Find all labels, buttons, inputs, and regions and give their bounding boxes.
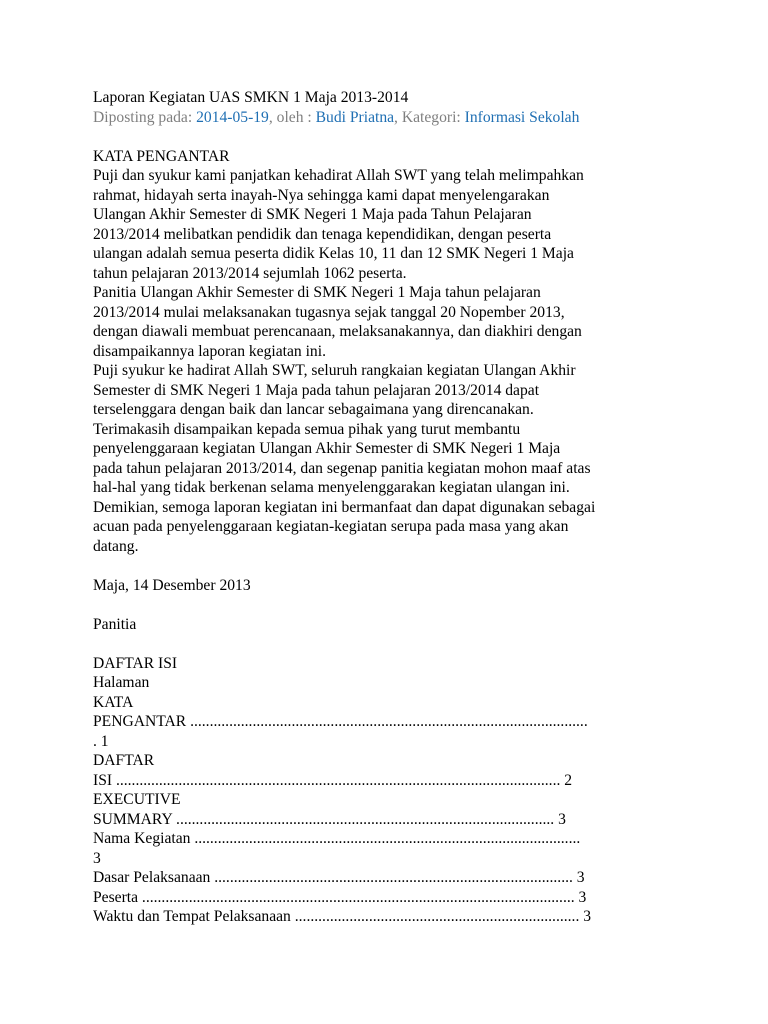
toc-line: SUMMARY ................................................................................................. 3 bbox=[93, 810, 566, 828]
body-line: 2013/2014 mulai melaksanakan tugasnya sejak tanggal 20 Nopember 2013, bbox=[93, 303, 565, 321]
document-title: Laporan Kegiatan UAS SMKN 1 Maja 2013-2014 bbox=[93, 89, 409, 106]
signature: Panitia bbox=[93, 615, 137, 633]
foreword-section bbox=[93, 147, 693, 557]
spacer bbox=[93, 127, 693, 147]
body-line: hal-hal yang tidak berkenan selama menyelenggarakan kegiatan ulangan ini. bbox=[93, 479, 570, 496]
toc-line: DAFTAR bbox=[93, 752, 155, 769]
toc-heading: DAFTAR ISI bbox=[93, 654, 178, 672]
category-link[interactable]: Informasi Sekolah bbox=[464, 108, 580, 126]
spacer bbox=[93, 556, 693, 576]
body-line: penyelenggaraan kegiatan Ulangan Akhir Semester di SMK Negeri 1 Maja bbox=[93, 440, 561, 457]
body-line: Panitia Ulangan Akhir Semester di SMK Negeri 1 Maja tahun pelajaran bbox=[93, 284, 541, 301]
toc-line: Nama Kegiatan ................................................................................................... bbox=[93, 830, 581, 847]
body-line: rahmat, hidayah serta inayah-Nya sehingga kami dapat menyelengarakan bbox=[93, 186, 550, 204]
spacer bbox=[93, 595, 693, 615]
toc-line: Dasar Pelaksanaan ............................................................................................ 3 bbox=[93, 869, 585, 886]
body-line: KATA PENGANTAR bbox=[93, 147, 230, 165]
document-page bbox=[93, 88, 693, 927]
body-line: acuan pada penyelenggaraan kegiatan-kegiatan serupa pada masa yang akan bbox=[93, 518, 569, 535]
toc-line: KATA bbox=[93, 693, 134, 711]
body-line: disampaikannya laporan kegiatan ini. bbox=[93, 342, 326, 360]
toc-line: ISI .................................................................................................................. 2 bbox=[93, 771, 573, 789]
toc-line: . 1 bbox=[93, 732, 109, 750]
body-line: datang. bbox=[93, 537, 139, 555]
body-line: Demikian, semoga laporan kegiatan ini bermanfaat dan dapat digunakan sebagai bbox=[93, 498, 596, 516]
toc-page-label: Halaman bbox=[93, 674, 150, 691]
toc-line: EXECUTIVE bbox=[93, 791, 181, 808]
body-line: Puji syukur ke hadirat Allah SWT, seluruh rangkaian kegiatan Ulangan Akhir bbox=[93, 362, 576, 379]
by-label: , oleh : bbox=[268, 108, 316, 126]
toc-line: PENGANTAR ...................................................................................................... bbox=[93, 713, 588, 730]
body-line: Semester di SMK Negeri 1 Maja pada tahun pelajaran 2013/2014 dapat bbox=[93, 381, 540, 399]
post-meta bbox=[93, 108, 693, 128]
place-date: Maja, 14 Desember 2013 bbox=[93, 576, 251, 594]
category-label: , Kategori: bbox=[394, 108, 465, 126]
body-line: Puji dan syukur kami panjatkan kehadirat Allah SWT yang telah melimpahkan bbox=[93, 167, 584, 184]
toc-line: Waktu dan Tempat Pelaksanaan ......................................................................... 3 bbox=[93, 908, 592, 925]
body-line: Terimakasih disampaikan kepada semua pihak yang turut membantu bbox=[93, 420, 521, 438]
body-line: 2013/2014 melibatkan pendidik dan tenaga kependidikan, dengan peserta bbox=[93, 225, 552, 243]
author-link[interactable]: Budi Priatna bbox=[315, 108, 395, 126]
body-line: terselenggara dengan baik dan lancar sebagaimana yang direncanakan. bbox=[93, 401, 534, 418]
post-date: 2014-05-19 bbox=[196, 108, 269, 126]
body-line: Ulangan Akhir Semester di SMK Negeri 1 Maja pada Tahun Pelajaran bbox=[93, 206, 532, 223]
table-of-contents bbox=[93, 654, 693, 927]
toc-line: Peserta ............................................................................................................... 3 bbox=[93, 888, 587, 906]
body-line: dengan diawali membuat perencanaan, melaksanakannya, dan diakhiri dengan bbox=[93, 323, 582, 340]
posted-label: Diposting pada: bbox=[93, 108, 197, 126]
body-line: tahun pelajaran 2013/2014 sejumlah 1062 peserta. bbox=[93, 264, 407, 282]
toc-line: 3 bbox=[93, 849, 101, 867]
spacer bbox=[93, 634, 693, 654]
body-line: ulangan adalah semua peserta didik Kelas 10, 11 dan 12 SMK Negeri 1 Maja bbox=[93, 245, 574, 262]
body-line: pada tahun pelajaran 2013/2014, dan segenap panitia kegiatan mohon maaf atas bbox=[93, 459, 591, 477]
